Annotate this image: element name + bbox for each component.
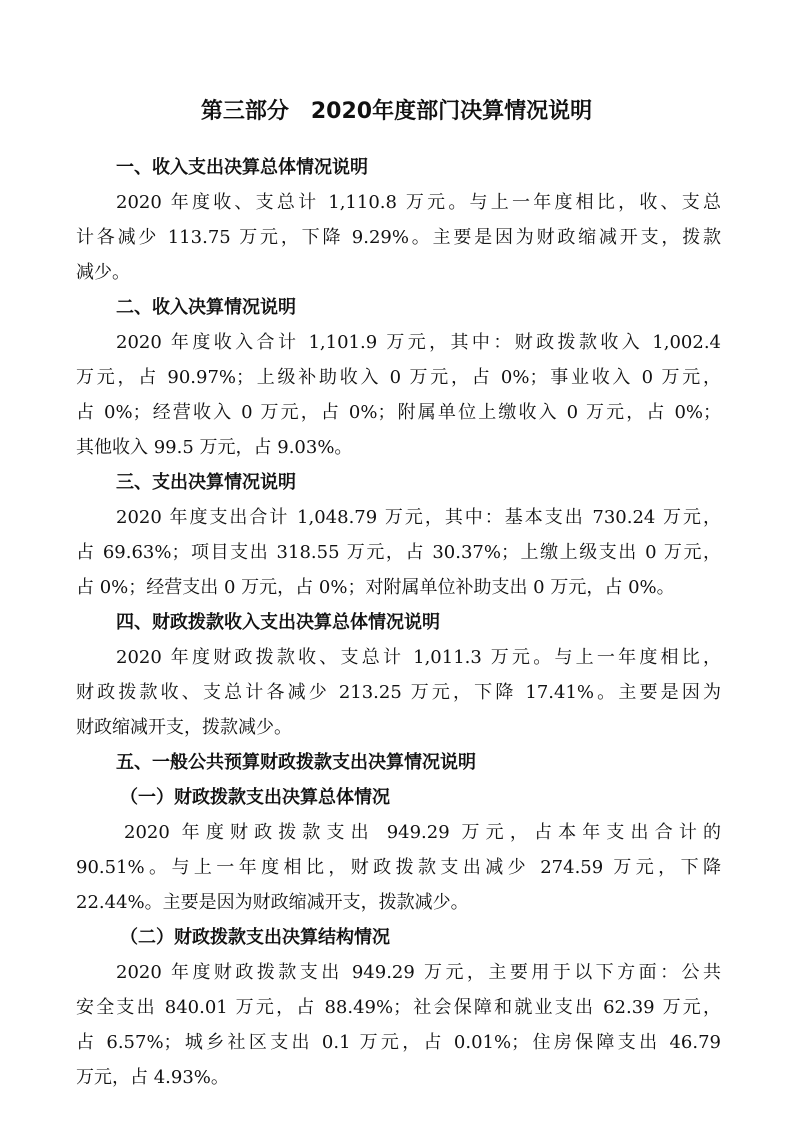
text-line: 万元，占 4.93%。 bbox=[76, 1067, 229, 1088]
page-title: 第三部分 2020年度部门决算情况说明 bbox=[200, 99, 593, 124]
text-line: 其他收入 99.5 万元，占 9.03%。 bbox=[76, 437, 353, 458]
section-paragraph-4 bbox=[76, 640, 721, 745]
text-line: 财政拨款收、支总计各减少 213.25 万元，下降 17.41%。主要是因为 bbox=[76, 682, 721, 703]
section-paragraph-2 bbox=[76, 325, 721, 465]
text-line: 2020 年度财政拨款支出 949.29 万元，主要用于以下方面：公共 bbox=[116, 962, 721, 983]
subsection-heading-2: （二）财政拨款支出决算结构情况 bbox=[120, 927, 390, 948]
text-line: 2020 年度财政拨款支出 949.29 万元，占本年支出合计的 bbox=[124, 822, 721, 843]
text-line: 占 0%；经营支出 0 万元，占 0%；对附属单位补助支出 0 万元，占 0%。 bbox=[76, 577, 675, 598]
text-line: 2020 年度支出合计 1,048.79 万元，其中：基本支出 730.24 万元， bbox=[116, 507, 721, 528]
section-heading-5: 五、一般公共预算财政拨款支出决算情况说明 bbox=[116, 752, 476, 773]
subsection-paragraph-1 bbox=[76, 815, 721, 920]
text-line: 占 69.63%；项目支出 318.55 万元，占 30.37%；上缴上级支出 0 万元， bbox=[76, 542, 721, 563]
text-line: 22.44%。主要是因为财政缩减开支，拨款减少。 bbox=[76, 892, 469, 913]
text-line: 90.51%。与上一年度相比，财政拨款支出减少 274.59 万元，下降 bbox=[76, 857, 721, 878]
section-heading-4: 四、财政拨款收入支出决算总体情况说明 bbox=[116, 612, 440, 633]
text-line: 万元，占 90.97%；上级补助收入 0 万元，占 0%；事业收入 0 万元， bbox=[76, 367, 721, 388]
subsection-paragraph-2 bbox=[76, 955, 721, 1095]
text-line: 财政缩减开支，拨款减少。 bbox=[76, 717, 292, 738]
text-line: 2020 年度财政拨款收、支总计 1,011.3 万元。与上一年度相比， bbox=[116, 647, 721, 668]
document-body bbox=[76, 150, 721, 1095]
text-line: 占 0%；经营收入 0 万元，占 0%；附属单位上缴收入 0 万元，占 0%； bbox=[76, 402, 721, 423]
section-paragraph-3 bbox=[76, 500, 721, 605]
section-paragraph-1 bbox=[76, 185, 721, 290]
section-heading-1: 一、收入支出决算总体情况说明 bbox=[116, 157, 368, 178]
section-heading-3: 三、支出决算情况说明 bbox=[116, 472, 296, 493]
text-line: 2020 年度收入合计 1,101.9 万元，其中：财政拨款收入 1,002.4 bbox=[116, 332, 721, 353]
text-line: 减少。 bbox=[76, 262, 130, 283]
text-line: 安全支出 840.01 万元，占 88.49%；社会保障和就业支出 62.39 万元， bbox=[76, 997, 721, 1018]
text-line: 占 6.57%；城乡社区支出 0.1 万元，占 0.01%；住房保障支出 46.79 bbox=[76, 1032, 721, 1053]
section-heading-2: 二、收入决算情况说明 bbox=[116, 297, 296, 318]
subsection-heading-1: （一）财政拨款支出决算总体情况 bbox=[120, 787, 390, 808]
text-line: 2020 年度收、支总计 1,110.8 万元。与上一年度相比，收、支总 bbox=[116, 192, 721, 213]
text-line: 计各减少 113.75 万元，下降 9.29%。主要是因为财政缩减开支，拨款 bbox=[76, 227, 721, 248]
